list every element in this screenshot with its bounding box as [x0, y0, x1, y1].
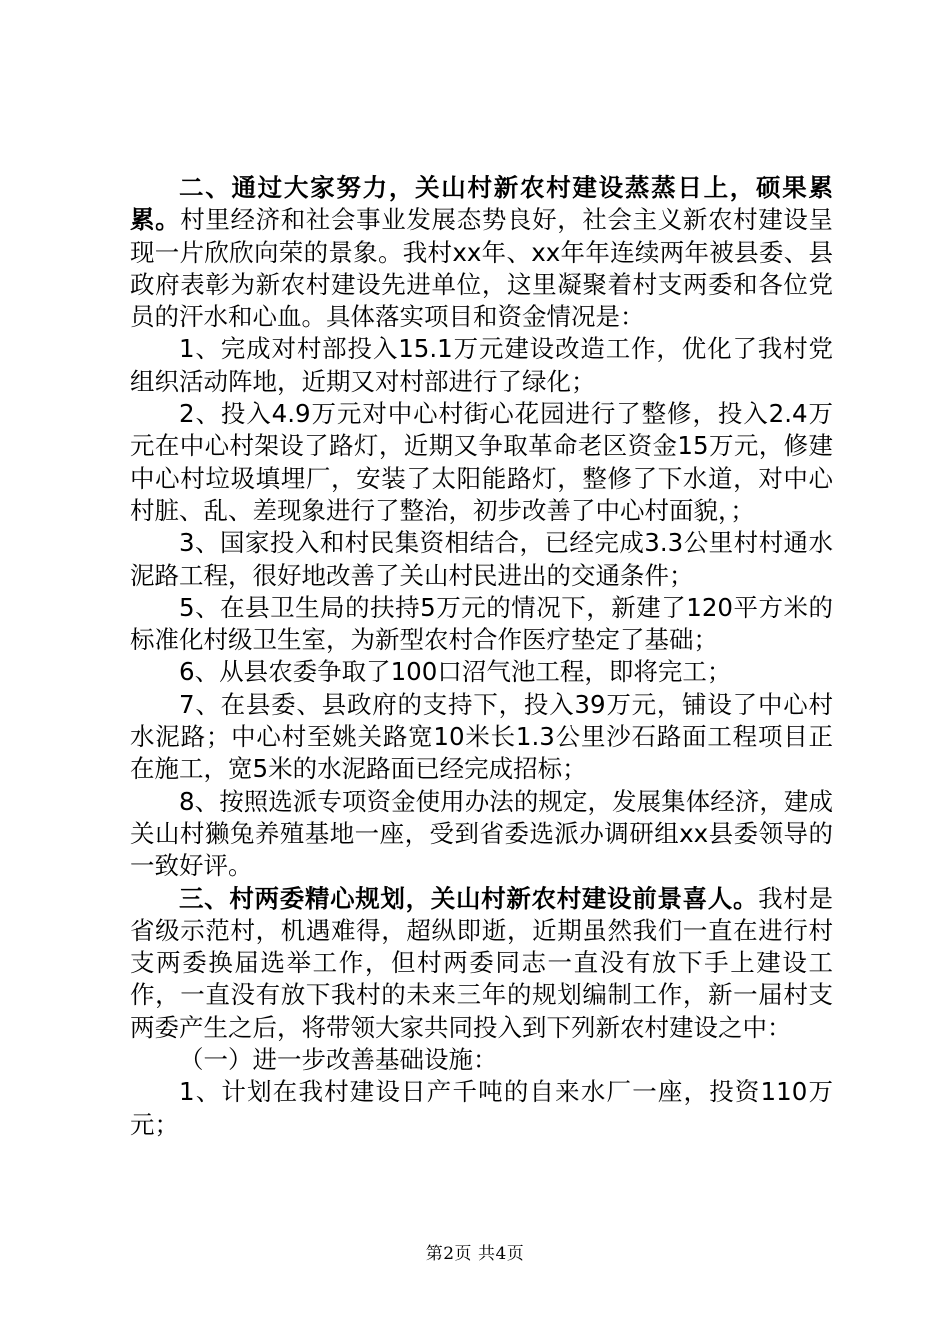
paragraph-text: （一）进一步改善基础设施： [179, 1045, 498, 1075]
paragraph-item-5 [130, 592, 833, 657]
page-footer [0, 1244, 950, 1264]
paragraph-lead: 二、通过大家努力，关山村新农村建设蒸蒸日上，硕果累累。 [130, 173, 833, 235]
paragraph-text: 8、按照选派专项资金使用办法的规定，发展集体经济，建成关山村獭兔养殖基地一座，受到省委选派办调研组xx县委领导的一致好评。 [130, 786, 833, 881]
paragraph-text: 2、投入4.9万元对中心村街心花园进行了整修，投入2.4万元在中心村架设了路灯，近期又争取革命老区资金15万元，修建中心村垃圾填埋厂，安装了太阳能路灯，整修了下水道，对中心村脏、乱、差现象进行了整治，初步改善了中心村面貌，； [130, 399, 833, 525]
paragraph-plan-1 [130, 1076, 833, 1141]
paragraph-text: 5、在县卫生局的扶持5万元的情况下，新建了120平方米的标准化村级卫生室，为新型农村合作医疗垫定了基础； [130, 592, 833, 655]
paragraph-text: 村里经济和社会事业发展态势良好，社会主义新农村建设呈现一片欣欣向荣的景象。我村xx年、xx年年连续两年被县委、县政府表彰为新农村建设先进单位，这里凝聚着村支两委和各位党员的汗水和心血。具体落实项目和资金情况是： [130, 205, 834, 332]
paragraph-item-6 [130, 656, 833, 688]
paragraph-text: 1、计划在我村建设日产千吨的自来水厂一座，投资110万元； [130, 1077, 833, 1139]
paragraph-item-3 [130, 527, 833, 592]
paragraph-item-8 [130, 786, 833, 883]
paragraph-item-1 [130, 333, 833, 398]
paragraph-section-two [130, 172, 833, 333]
paragraph-text: 3、国家投入和村民集资相结合，已经完成3.3公里村村通水泥路工程，很好地改善了关山村民进出的交通条件； [130, 528, 833, 590]
page-number-label: 第2页 共4页 [425, 1244, 525, 1264]
document-body [130, 172, 833, 1141]
paragraph-item-2 [130, 398, 833, 527]
paragraph-text: 我村是省级示范村，机遇难得，超纵即逝，近期虽然我们一直在进行村支两委换届选举工作，但村两委同志一直没有放下手上建设工作，一直没有放下我村的未来三年的规划编制工作，新一届村支两委产生之后，将带领大家共同投入到下列新农村建设之中： [130, 883, 834, 1042]
paragraph-text: 6、从县农委争取了100口沼气池工程，即将完工； [179, 657, 732, 687]
subheading-infrastructure [130, 1044, 833, 1076]
paragraph-text: 7、在县委、县政府的支持下，投入39万元，铺设了中心村水泥路；中心村至姚关路宽10米长1.3公里沙石路面工程项目正在施工，宽5米的水泥路面已经完成招标； [130, 689, 833, 784]
paragraph-text: 1、完成对村部投入15.1万元建设改造工作，优化了我村党组织活动阵地，近期又对村部进行了绿化； [130, 334, 833, 396]
paragraph-section-three [130, 883, 833, 1044]
paragraph-lead: 三、村两委精心规划，关山村新农村建设前景喜人。 [179, 883, 759, 913]
paragraph-item-7 [130, 689, 833, 786]
